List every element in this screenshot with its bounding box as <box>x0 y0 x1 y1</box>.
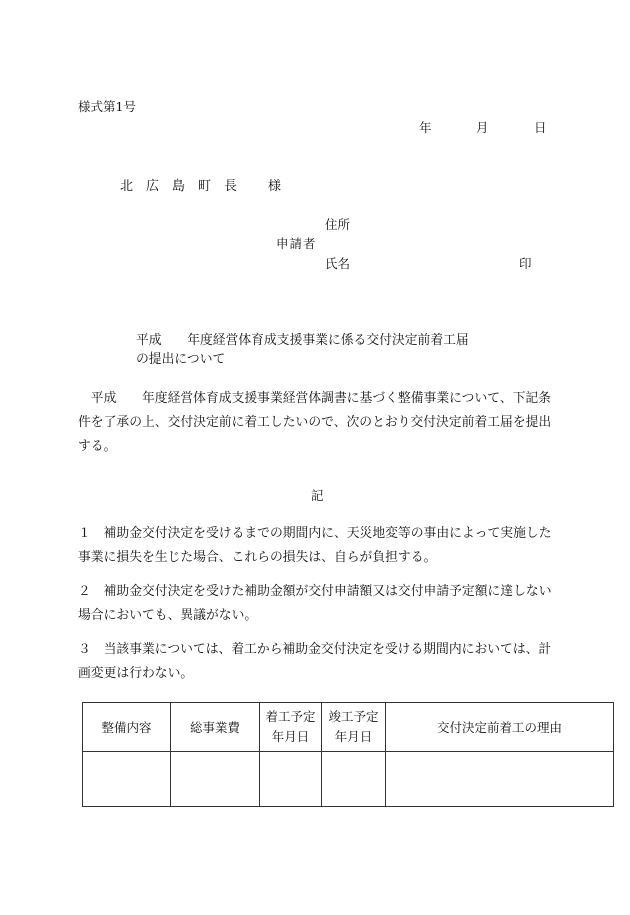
header-finish-date: 竣工予定 年月日 <box>322 703 386 752</box>
subject-line-1: 平成 年度経営体育成支援事業に係る交付決定前着工届 <box>136 333 469 348</box>
cell-start-date[interactable] <box>260 752 322 807</box>
subject-line-2: の提出について <box>136 352 226 367</box>
header-start-date: 着工予定 年月日 <box>260 703 322 752</box>
header-content: 整備内容 <box>83 703 171 752</box>
condition-text: 補助金交付決定を受けた補助金額が交付申請額又は交付申請予定額に達しない場合においても、異議がない。 <box>78 584 552 623</box>
condition-1 <box>78 522 553 570</box>
condition-text: 当該事業については、着工から補助金交付決定を受ける期間内においては、計画変更は行わない。 <box>78 642 552 681</box>
header-total-cost: 総事業費 <box>171 703 260 752</box>
cell-total-cost[interactable] <box>171 752 260 807</box>
date-day: 日 <box>534 120 547 135</box>
condition-2 <box>78 580 553 628</box>
condition-3 <box>78 638 553 686</box>
cell-content[interactable] <box>83 752 171 807</box>
table-row <box>83 752 614 807</box>
condition-text: 補助金交付決定を受けるまでの期間内に、天災地変等の事由によって実施した事業に損失を生じた場合、これらの損失は、自らが負担する。 <box>78 526 552 565</box>
header-reason: 交付決定前着工の理由 <box>386 703 614 752</box>
address-label: 住所 <box>325 217 351 232</box>
work-table <box>82 702 614 807</box>
ki-heading: 記 <box>311 488 324 503</box>
condition-number: ３ <box>78 642 91 657</box>
name-label: 氏名 <box>325 256 351 271</box>
body-paragraph: 平成 年度経営体育成支援事業経営体調書に基づく整備事業について、下記条件を了承の上、交付決定前に着工したいので、次のとおり交付決定前着工届を提出する。 <box>78 391 552 454</box>
date-year: 年 <box>419 120 432 135</box>
applicant-label: 申請者 <box>276 236 317 251</box>
addressee-name: 北 広 島 町 長 <box>120 179 238 194</box>
condition-number: ２ <box>78 584 91 599</box>
cell-finish-date[interactable] <box>322 752 386 807</box>
addressee-honorific: 様 <box>268 179 282 194</box>
condition-number: １ <box>78 526 91 541</box>
cell-reason[interactable] <box>386 752 614 807</box>
seal-mark: 印 <box>519 256 532 271</box>
date-month: 月 <box>476 120 489 135</box>
form-number: 様式第1号 <box>78 99 136 114</box>
table-header-row <box>83 703 614 752</box>
